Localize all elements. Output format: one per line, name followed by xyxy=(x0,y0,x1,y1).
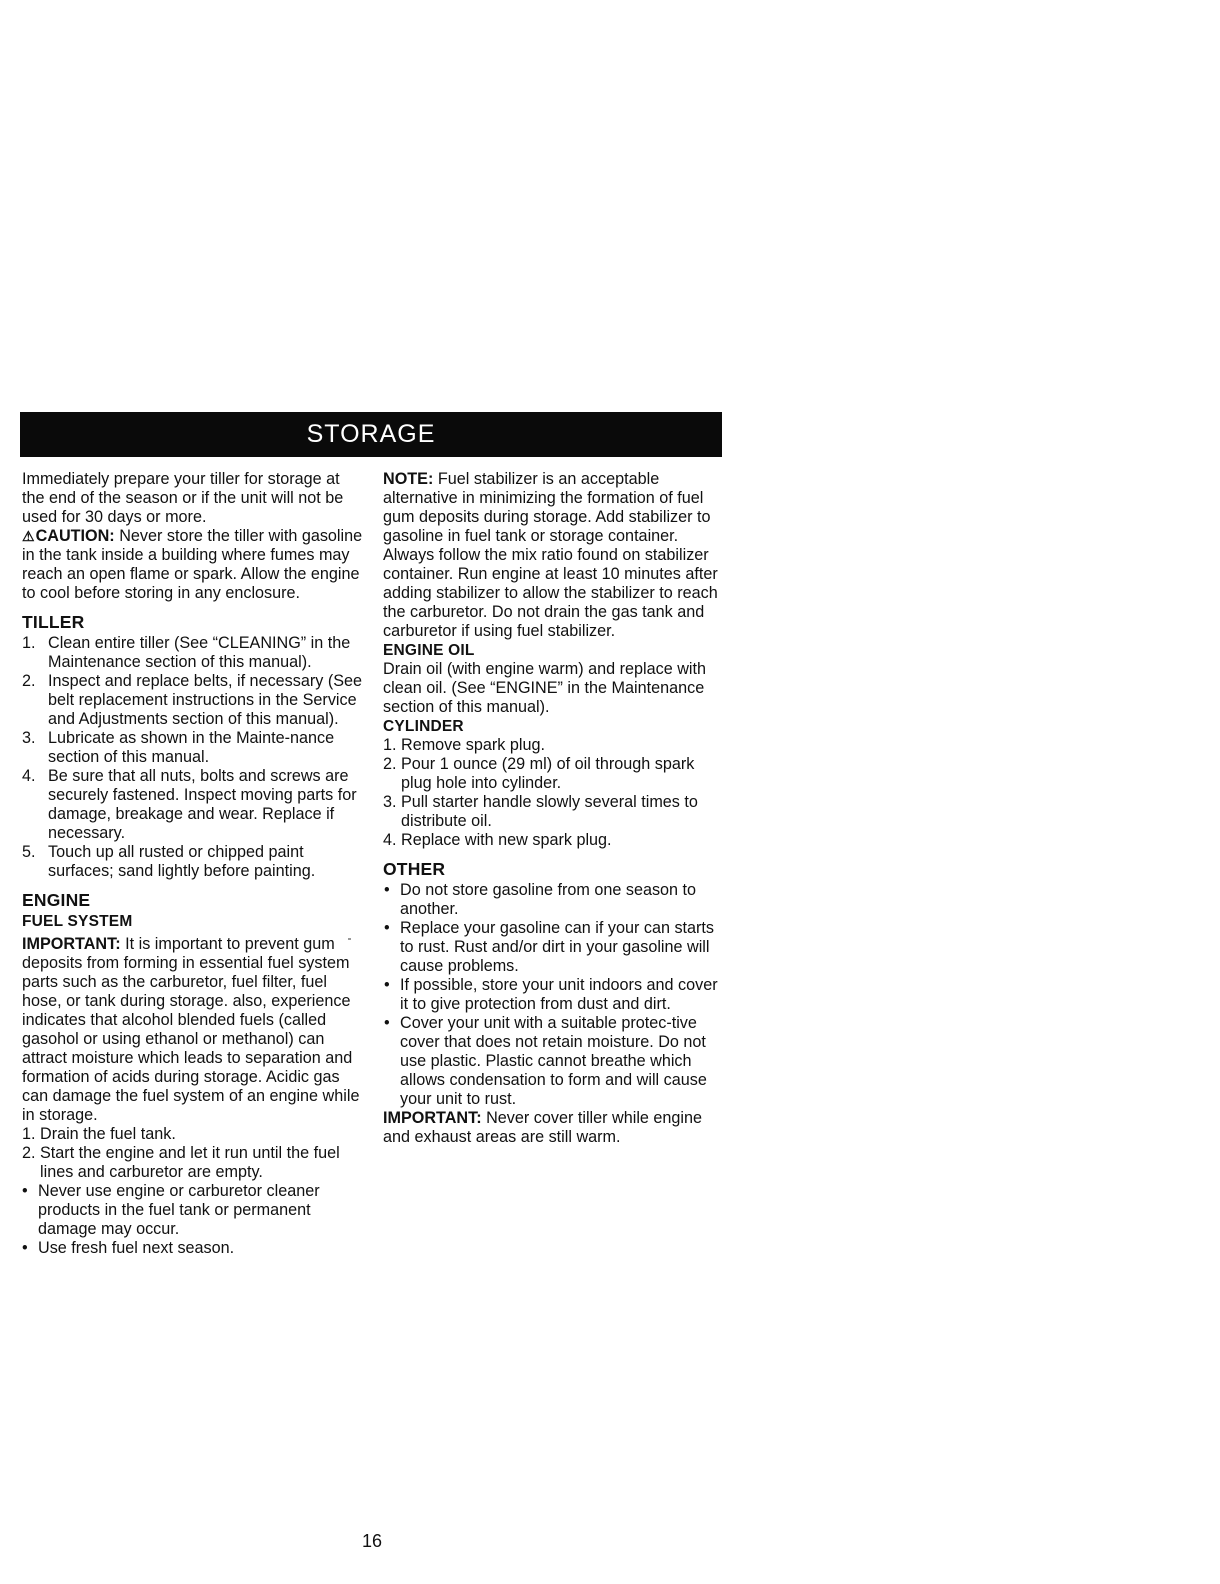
list-text: Replace with new spark plug. xyxy=(401,831,612,849)
list-number: 3. xyxy=(383,793,397,811)
list-number: 2. xyxy=(383,755,397,773)
left-column xyxy=(22,470,364,1258)
caution-triangle-icon: ⚠ xyxy=(22,528,35,544)
note-text: Fuel stabilizer is an acceptable alternative in minimizing the formation of fuel gum deposits during storage. Add stabilizer to gasoline in fuel tank or storage container. Always follow the mix ratio found on stabilizer container. Run engine at least 10 minutes after adding stabilizer to allow the stabilizer to reach the carburetor. Do not drain the gas tank and carburetor if using fuel stabilizer. xyxy=(383,470,718,640)
engine-oil-heading: ENGINE OIL xyxy=(383,642,475,659)
important-paragraph xyxy=(22,935,364,1125)
list-number: 4. xyxy=(22,767,36,785)
list-item xyxy=(383,976,721,1014)
list-item xyxy=(22,1239,364,1258)
page-number: 16 xyxy=(362,1531,383,1551)
cylinder-heading: CYLINDER xyxy=(383,718,464,735)
list-text: Touch up all rusted or chipped paint surfaces; sand lightly before painting. xyxy=(48,843,316,880)
engine-heading: ENGINE xyxy=(22,890,91,910)
bullet-mark: • xyxy=(22,1239,28,1257)
list-item xyxy=(383,736,721,755)
list-item xyxy=(22,843,364,881)
storage-header-bar xyxy=(20,412,722,457)
important-warm-paragraph xyxy=(383,1109,721,1147)
bullet-mark: • xyxy=(384,1014,390,1032)
list-text: Inspect and replace belts, if necessary (See belt replacement instructions in the Service and Adjustments section of this manual). xyxy=(48,672,363,728)
important-text: Never cover tiller while engine and exhaust areas are still warm. xyxy=(383,1109,703,1146)
caution-text: Never store the tiller with gasoline in the tank inside a building where fumes may reach an open flame or spark. Allow the engine to cool before storing in any enclosure. xyxy=(22,527,363,602)
important-label: IMPORTANT: xyxy=(383,1109,482,1127)
note-label: NOTE: xyxy=(383,470,434,488)
list-item xyxy=(383,755,721,793)
note-paragraph xyxy=(383,470,721,641)
scan-mark xyxy=(348,938,351,940)
list-item xyxy=(22,1182,364,1239)
list-item xyxy=(22,1144,364,1182)
bullet-mark: • xyxy=(384,919,390,937)
fuel-steps-list xyxy=(22,1125,364,1182)
list-text: Use fresh fuel next season. xyxy=(38,1239,235,1257)
list-text: If possible, store your unit indoors and cover it to give protection from dust and dirt. xyxy=(400,976,718,1013)
list-text: Clean entire tiller (See “CLEANING” in the Maintenance section of this manual). xyxy=(48,634,351,671)
list-item xyxy=(383,831,721,850)
list-item xyxy=(383,881,721,919)
list-number: 1. xyxy=(22,634,36,652)
list-text: Lubricate as shown in the Mainte-nance section of this manual. xyxy=(48,729,335,766)
list-item xyxy=(22,634,364,672)
list-number: 1. xyxy=(383,736,397,754)
list-item xyxy=(22,672,364,729)
list-number: 2. xyxy=(22,672,36,690)
list-item xyxy=(383,1014,721,1109)
list-text: Never use engine or carburetor cleaner products in the fuel tank or permanent damage may occur. xyxy=(38,1182,320,1238)
engine-oil-paragraph: Drain oil (with engine warm) and replace with clean oil. (See “ENGINE” in the Maintenance section of this manual). xyxy=(383,660,706,716)
tiller-heading: TILLER xyxy=(22,612,85,632)
list-text: Start the engine and let it run until the fuel lines and carburetor are empty. xyxy=(40,1144,340,1181)
list-number: 2. xyxy=(22,1144,36,1162)
page-title: STORAGE xyxy=(306,420,436,448)
bullet-mark: • xyxy=(22,1182,28,1200)
list-text: Replace your gasoline can if your can starts to rust. Rust and/or dirt in your gasoline will cause problems. xyxy=(400,919,715,975)
list-number: 4. xyxy=(383,831,397,849)
list-item xyxy=(22,767,364,843)
intro-paragraph: Immediately prepare your tiller for storage at the end of the season or if the unit will not be used for 30 days or more. xyxy=(22,470,344,526)
list-text: Drain the fuel tank. xyxy=(40,1125,176,1143)
bullet-mark: • xyxy=(384,881,390,899)
other-list xyxy=(383,881,721,1109)
list-item xyxy=(22,729,364,767)
cylinder-list xyxy=(383,736,721,850)
caution-label: CAUTION: xyxy=(35,527,115,545)
list-number: 5. xyxy=(22,843,36,861)
list-text: Be sure that all nuts, bolts and screws are securely fastened. Inspect moving parts for damage, breakage and wear. Replace if necessary. xyxy=(48,767,357,842)
list-text: Pull starter handle slowly several times to distribute oil. xyxy=(401,793,698,830)
fuel-system-heading: FUEL SYSTEM xyxy=(22,913,133,930)
other-heading: OTHER xyxy=(383,859,446,879)
list-item xyxy=(383,919,721,976)
list-item xyxy=(22,1125,364,1144)
list-text: Do not store gasoline from one season to another. xyxy=(400,881,697,918)
important-label: IMPORTANT: xyxy=(22,935,121,953)
caution-paragraph xyxy=(22,527,364,603)
list-number: 1. xyxy=(22,1125,36,1143)
list-text: Cover your unit with a suitable protec-tive cover that does not retain moisture. Do not use plastic. Plastic cannot breathe which allows condensation to form and will cause your unit to rust. xyxy=(400,1014,707,1108)
right-column xyxy=(383,470,721,1147)
list-item xyxy=(383,793,721,831)
fuel-bullets-list xyxy=(22,1182,364,1258)
list-text: Pour 1 ounce (29 ml) of oil through spark plug hole into cylinder. xyxy=(401,755,695,792)
bullet-mark: • xyxy=(384,976,390,994)
important-text: It is important to prevent gum deposits from forming in essential fuel system parts such as the carburetor, fuel filter, fuel hose, or tank during storage. also, experience indicates that alcohol blended fuels (called gasohol or using ethanol or methanol) can attract moisture which leads to separation and formation of acids during storage. Acidic gas can damage the fuel system of an engine while in storage. xyxy=(22,935,360,1124)
list-number: 3. xyxy=(22,729,36,747)
list-text: Remove spark plug. xyxy=(401,736,545,754)
tiller-list xyxy=(22,634,364,881)
